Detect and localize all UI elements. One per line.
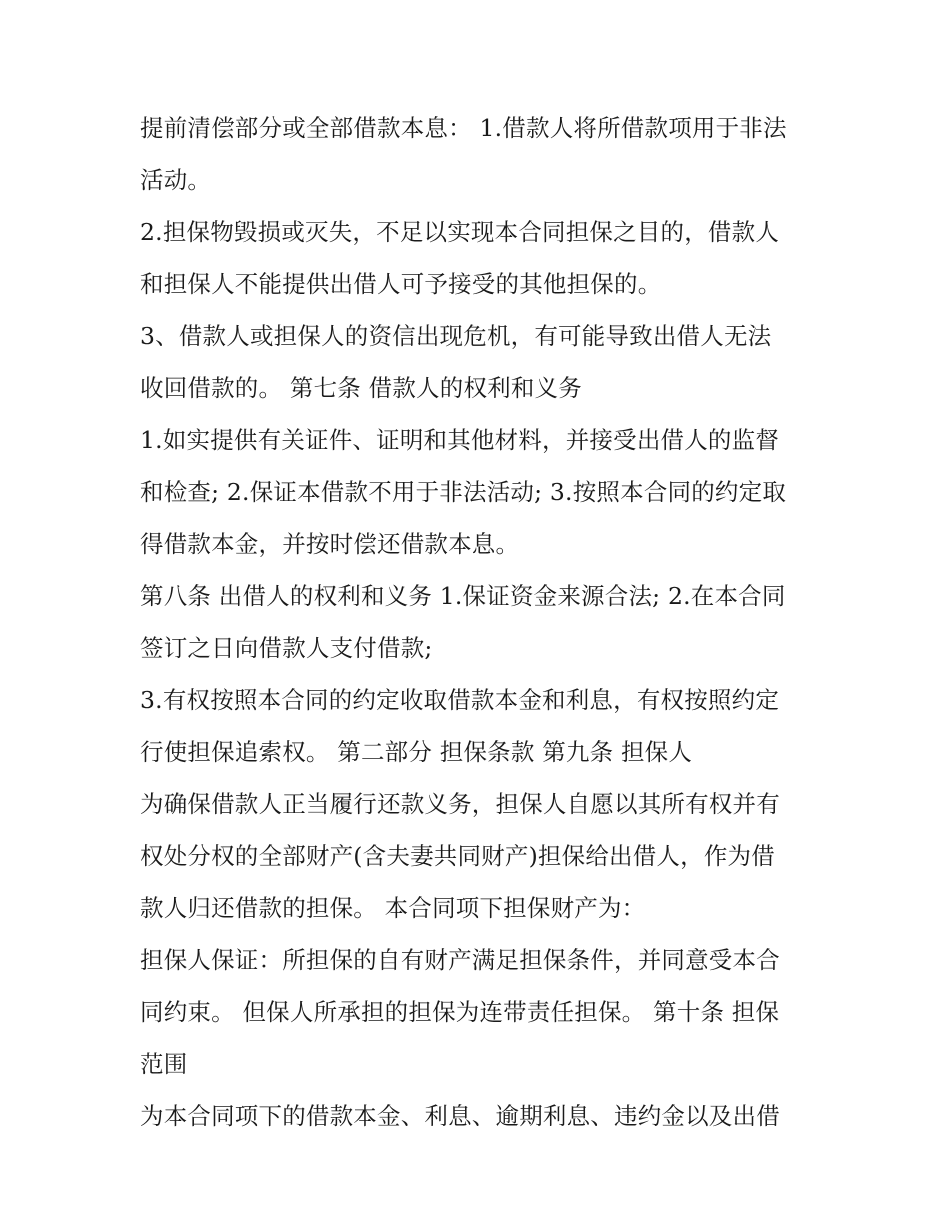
text-line: 得借款本金，并按时偿还借款本息。 (140, 530, 520, 558)
text-line: 为确保借款人正当履行还款义务，担保人自愿以其所有权并有 (140, 790, 780, 818)
text-line: 3.有权按照本合同的约定收取借款本金和利息，有权按照约定 (140, 686, 780, 714)
text-line: 款人归还借款的担保。 本合同项下担保财产为： (140, 894, 646, 922)
text-line: 同约束。 但保人所承担的担保为连带责任担保。 第十条 担保 (140, 998, 780, 1026)
text-line: 第八条 出借人的权利和义务 1.保证资金来源合法; 2.在本合同 (140, 582, 786, 610)
text-line: 范围 (140, 1050, 188, 1078)
text-line: 提前清偿部分或全部借款本息： 1.借款人将所借款项用于非法 (140, 114, 787, 142)
text-line: 权处分权的全部财产(含夫妻共同财产)担保给出借人，作为借 (140, 842, 775, 870)
text-line: 和检查; 2.保证本借款不用于非法活动; 3.按照本合同的约定取 (140, 478, 787, 506)
text-line: 2.担保物毁损或灭失，不足以实现本合同担保之目的，借款人 (140, 218, 780, 246)
text-line: 1.如实提供有关证件、证明和其他材料，并接受出借人的监督 (140, 426, 780, 454)
text-line: 担保人保证：所担保的自有财产满足担保条件，并同意受本合 (140, 946, 780, 974)
text-line: 为本合同项下的借款本金、利息、逾期利息、违约金以及出借 (140, 1102, 780, 1130)
text-line: 3、借款人或担保人的资信出现危机，有可能导致出借人无法 (140, 322, 772, 350)
text-line: 行使担保追索权。 第二部分 担保条款 第九条 担保人 (140, 738, 693, 766)
text-line: 和担保人不能提供出借人可予接受的其他担保的。 (140, 270, 662, 298)
document-body (140, 102, 820, 1142)
text-line: 活动。 (140, 166, 212, 194)
text-line: 签订之日向借款人支付借款; (140, 634, 433, 662)
text-line: 收回借款的。 第七条 借款人的权利和义务 (140, 374, 582, 402)
